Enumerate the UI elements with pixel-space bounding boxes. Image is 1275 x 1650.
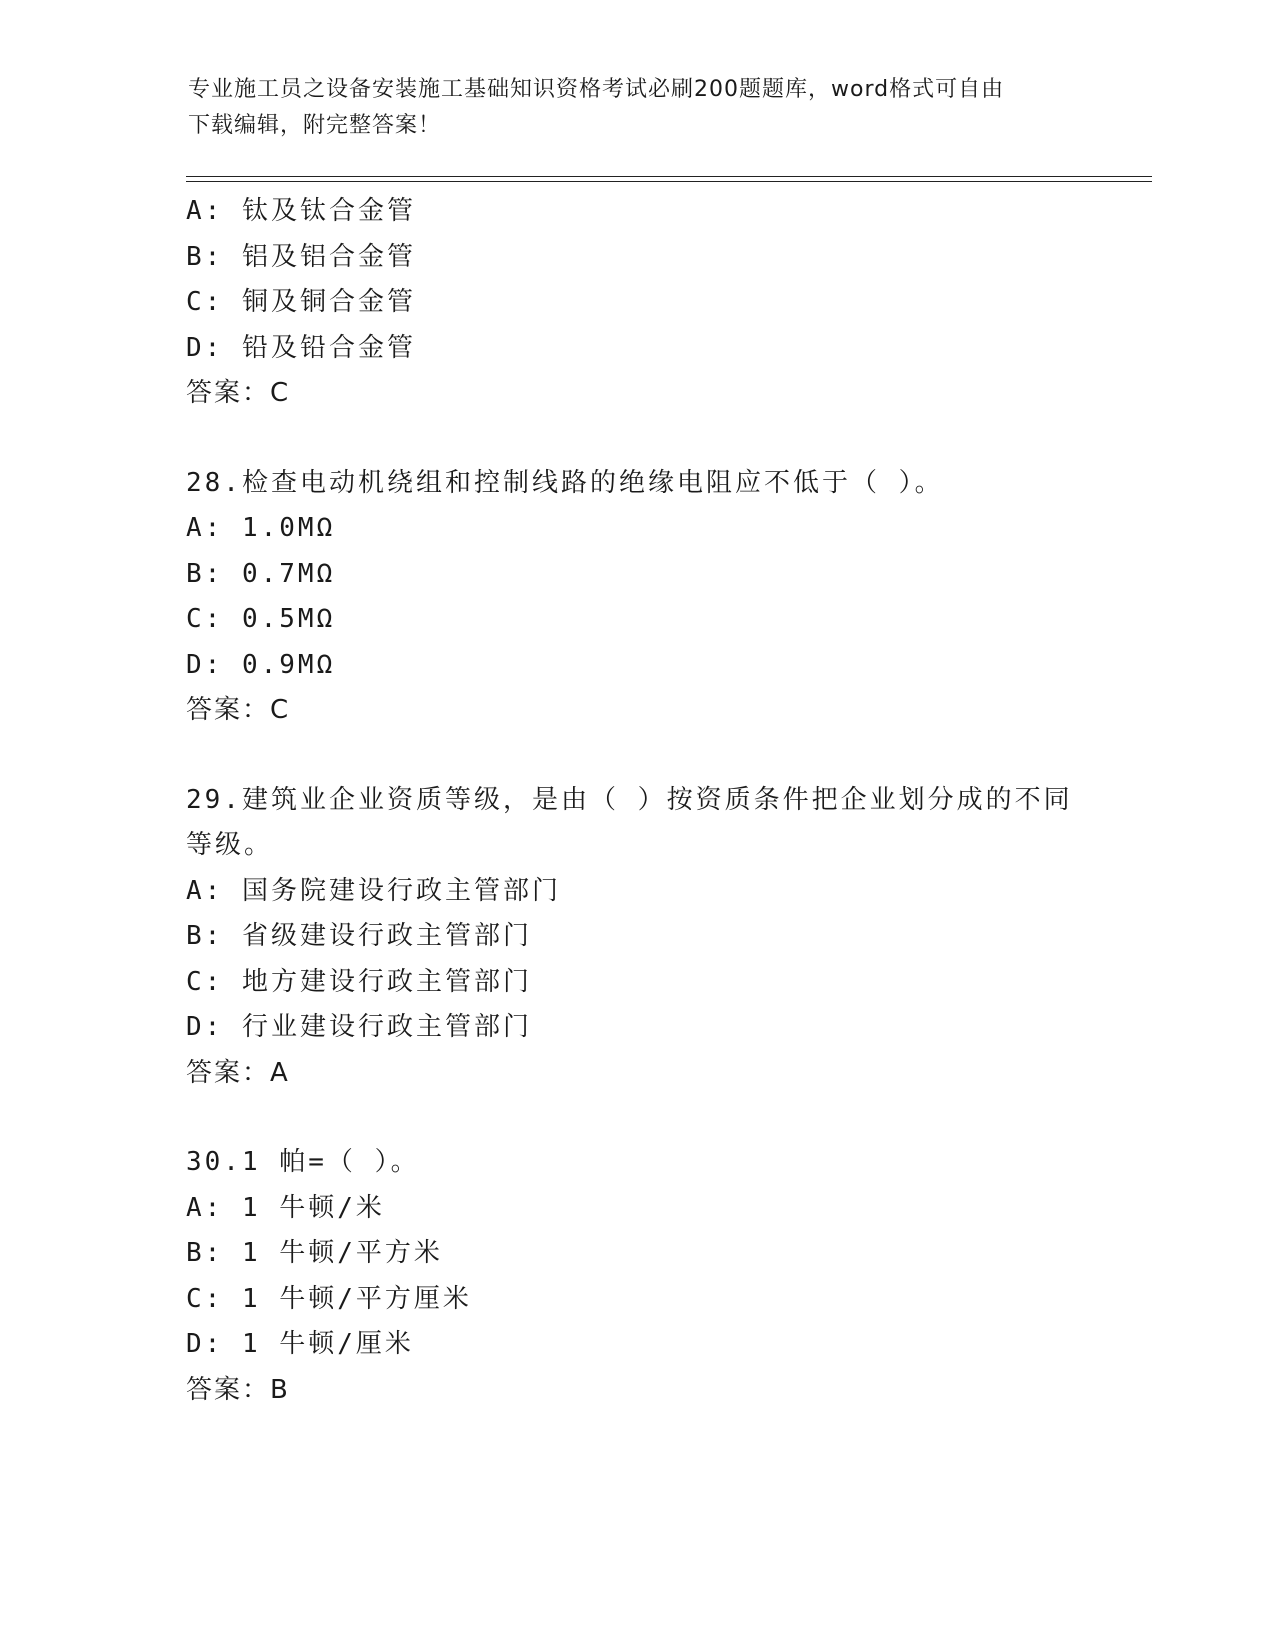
question-text: 28.检查电动机绕组和控制线路的绝缘电阻应不低于（ ）。 — [186, 467, 944, 498]
option-a: A: 1.0MΩ — [186, 513, 336, 543]
option-b: B: 0.7MΩ — [186, 558, 336, 589]
header-divider-bottom — [186, 181, 1152, 182]
header-line-1: 专业施工员之设备安装施工基础知识资格考试必刷200题题库，word格式可自由 — [188, 77, 1005, 102]
question-list — [186, 189, 1086, 1413]
spacer — [186, 417, 1086, 461]
header-divider-top — [186, 176, 1152, 177]
question-text-line-2: 等级。 — [186, 830, 274, 860]
question-30 — [186, 1140, 1086, 1413]
option-c: C: 0.5MΩ — [186, 604, 336, 634]
answer: 答案：B — [186, 1374, 290, 1405]
spacer — [186, 734, 1086, 778]
option-d: D: 0.9MΩ — [186, 649, 336, 680]
option-b: B: 1 牛顿/平方米 — [186, 1238, 443, 1268]
option-c: C: 1 牛顿/平方厘米 — [186, 1283, 472, 1314]
option-c: C: 地方建设行政主管部门 — [186, 966, 532, 997]
option-b: B: 铝及铝合金管 — [186, 241, 416, 272]
question-text-line-1: 29.建筑业企业资质等级，是由（ ）按资质条件把企业划分成的不同 — [186, 784, 1073, 815]
option-c: C: 铜及铜合金管 — [186, 287, 416, 317]
option-d: D: 铅及铅合金管 — [186, 332, 416, 363]
document-header — [188, 72, 1068, 144]
option-a: A: 钛及钛合金管 — [186, 196, 416, 226]
question-29 — [186, 778, 1086, 1097]
option-a: A: 1 牛顿/米 — [186, 1192, 385, 1223]
option-a: A: 国务院建设行政主管部门 — [186, 875, 561, 906]
option-b: B: 省级建设行政主管部门 — [186, 921, 532, 951]
answer: 答案：A — [186, 1057, 290, 1088]
question-27 — [186, 189, 1086, 417]
spacer — [186, 1096, 1086, 1140]
question-28 — [186, 461, 1086, 734]
option-d: D: 1 牛顿/厘米 — [186, 1329, 414, 1359]
answer: 答案：C — [186, 695, 291, 725]
answer: 答案：C — [186, 378, 291, 408]
option-d: D: 行业建设行政主管部门 — [186, 1012, 532, 1042]
question-text: 30.1 帕=（ ）。 — [186, 1147, 420, 1177]
header-line-2: 下载编辑，附完整答案！ — [188, 113, 442, 138]
